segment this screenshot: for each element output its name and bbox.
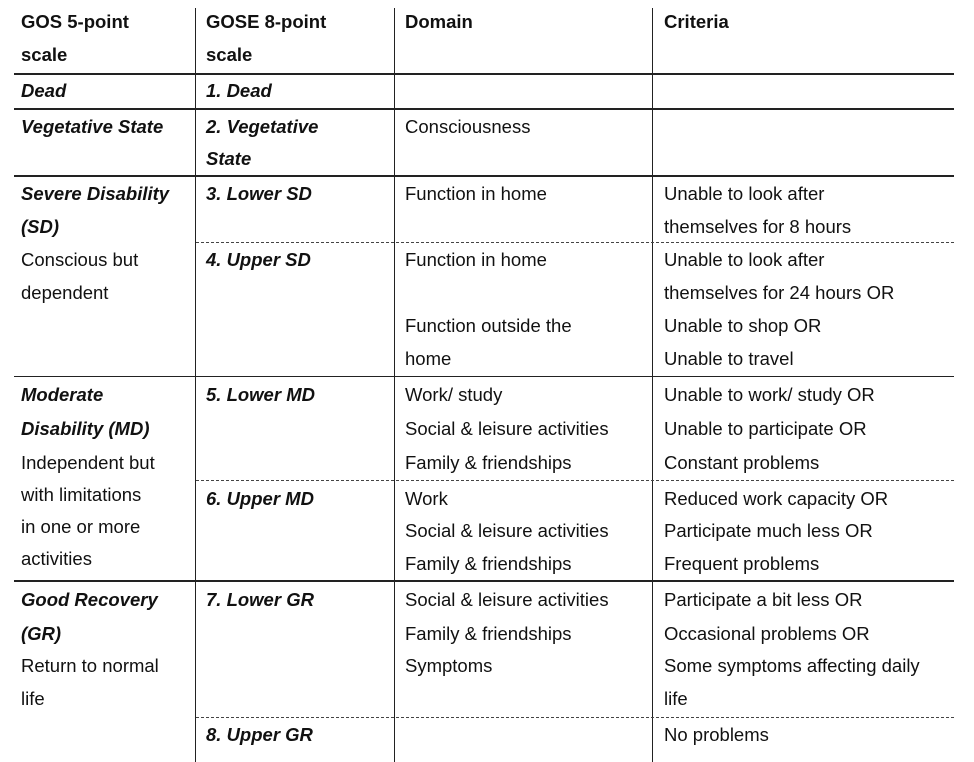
- gose-7: 7. Lower GR: [206, 589, 314, 610]
- column-divider: [652, 8, 653, 762]
- domain-cell: Work: [405, 488, 448, 509]
- criteria-cell: Participate much less OR: [664, 520, 873, 541]
- gose-6: 6. Upper MD: [206, 488, 314, 509]
- criteria-cell: themselves for 8 hours: [664, 216, 852, 237]
- criteria-cell: life: [664, 688, 688, 709]
- gos-vegetative: Vegetative State: [21, 116, 164, 137]
- criteria-cell: Reduced work capacity OR: [664, 488, 889, 509]
- gos-description: activities: [21, 548, 92, 569]
- gos-good-recovery: (GR): [21, 623, 62, 644]
- gose-2: 2. Vegetative: [206, 116, 319, 137]
- gose-4: 4. Upper SD: [206, 249, 311, 270]
- domain-cell: Social & leisure activities: [405, 418, 609, 439]
- criteria-cell: Unable to look after: [664, 183, 825, 204]
- criteria-cell: themselves for 24 hours OR: [664, 282, 895, 303]
- criteria-cell: No problems: [664, 724, 769, 745]
- domain-cell: Function in home: [405, 183, 547, 204]
- domain-cell: Work/ study: [405, 384, 503, 405]
- header-gose: scale: [206, 44, 253, 65]
- header-gos: scale: [21, 44, 68, 65]
- domain-cell: Social & leisure activities: [405, 520, 609, 541]
- domain-cell: Family & friendships: [405, 623, 572, 644]
- criteria-cell: Unable to travel: [664, 348, 794, 369]
- criteria-cell: Unable to look after: [664, 249, 825, 270]
- criteria-cell: Some symptoms affecting daily: [664, 655, 920, 676]
- gose-3: 3. Lower SD: [206, 183, 312, 204]
- gose-5: 5. Lower MD: [206, 384, 315, 405]
- gos-description: in one or more: [21, 516, 141, 537]
- header-criteria: Criteria: [664, 11, 729, 32]
- domain-cell: Family & friendships: [405, 452, 572, 473]
- gos-moderate: Disability (MD): [21, 418, 150, 439]
- domain-cell: Function outside the: [405, 315, 572, 336]
- gos-description: Conscious but: [21, 249, 139, 270]
- header-domain: Domain: [405, 11, 473, 32]
- gos-description: with limitations: [21, 484, 142, 505]
- row-divider: [14, 376, 954, 377]
- gose-1: 1. Dead: [206, 80, 272, 101]
- criteria-cell: Occasional problems OR: [664, 623, 870, 644]
- gos-description: life: [21, 688, 45, 709]
- gose-2: State: [206, 148, 252, 169]
- row-divider: [14, 73, 954, 75]
- header-gose: GOSE 8-point: [206, 11, 327, 32]
- gos-moderate: Moderate: [21, 384, 104, 405]
- header-gos: GOS 5-point: [21, 11, 129, 32]
- domain-cell: Family & friendships: [405, 553, 572, 574]
- criteria-cell: Constant problems: [664, 452, 820, 473]
- row-divider-dashed: [196, 480, 954, 481]
- gos-description: Return to normal: [21, 655, 159, 676]
- gose-8: 8. Upper GR: [206, 724, 313, 745]
- column-divider: [195, 8, 196, 762]
- gos-good-recovery: Good Recovery: [21, 589, 158, 610]
- domain-cell: Consciousness: [405, 116, 531, 137]
- column-divider: [394, 8, 395, 762]
- gos-dead: Dead: [21, 80, 67, 101]
- domain-cell: Social & leisure activities: [405, 589, 609, 610]
- criteria-cell: Unable to shop OR: [664, 315, 822, 336]
- gos-description: dependent: [21, 282, 109, 303]
- criteria-cell: Frequent problems: [664, 553, 820, 574]
- gos-severe: (SD): [21, 216, 60, 237]
- gos-description: Independent but: [21, 452, 155, 473]
- gos-severe: Severe Disability: [21, 183, 170, 204]
- criteria-cell: Unable to participate OR: [664, 418, 867, 439]
- criteria-cell: Participate a bit less OR: [664, 589, 863, 610]
- domain-cell: Function in home: [405, 249, 547, 270]
- domain-cell: Symptoms: [405, 655, 493, 676]
- criteria-cell: Unable to work/ study OR: [664, 384, 875, 405]
- row-divider: [14, 580, 954, 582]
- domain-cell: home: [405, 348, 452, 369]
